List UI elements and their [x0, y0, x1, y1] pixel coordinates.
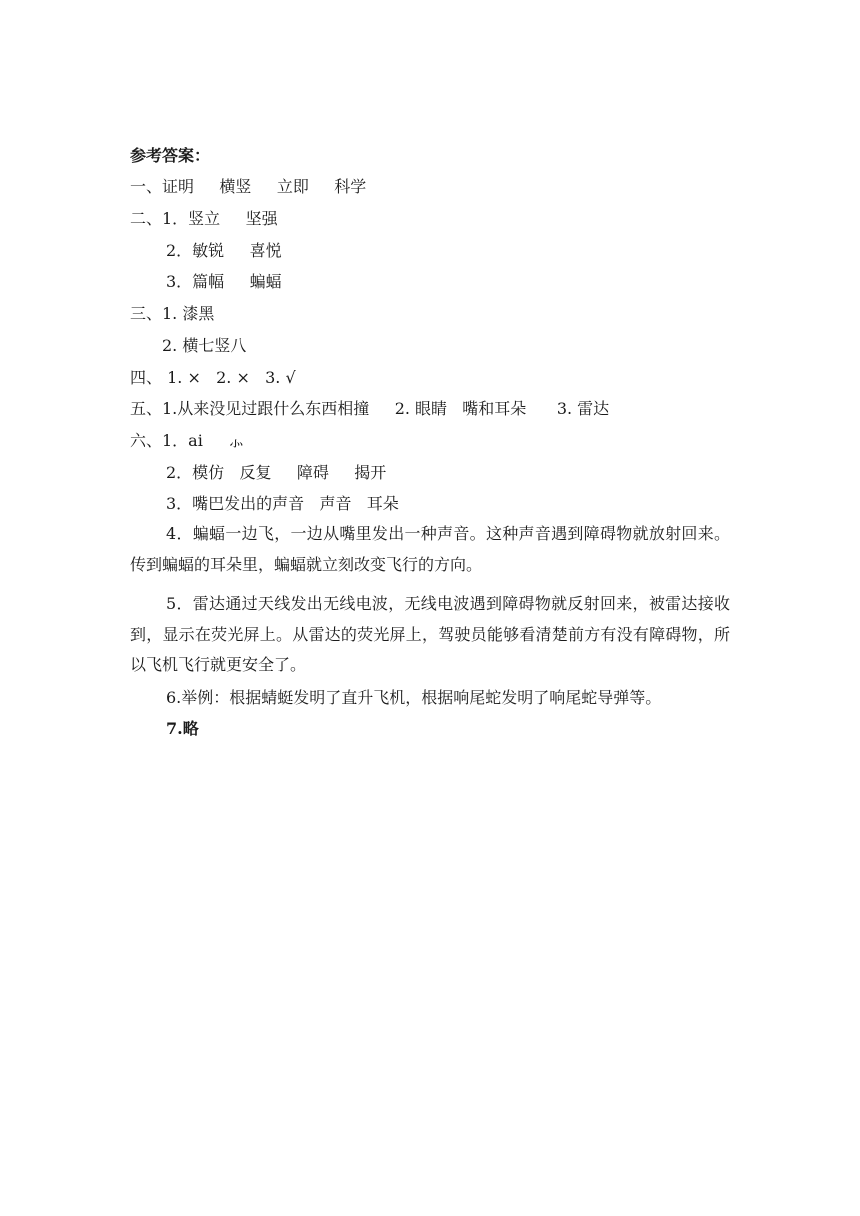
- section-3-item-1: 三、1. 漆黑: [130, 304, 215, 323]
- section-2-item-2: 2．敏锐 喜悦: [166, 241, 282, 260]
- section-6-item-5: 5．雷达通过天线发出无线电波，无线电波遇到障碍物就反射回来，被雷达接收到，显示在荧光屏上。从雷达的荧光屏上，驾驶员能够看清楚前方有没有障碍物，所以飞机飞行就更安全了。: [130, 594, 730, 674]
- section-6-item-7: 7.略: [166, 719, 199, 738]
- section-2-item-1: 二、1．竖立 坚强: [130, 209, 278, 228]
- section-6-item-1: 六、1．ai ⺗: [130, 431, 245, 450]
- section-6-item-3: 3．嘴巴发出的声音 声音 耳朵: [166, 494, 399, 513]
- section-6-item-2: 2．模仿 反复 障碍 揭开: [166, 463, 387, 482]
- section-5-answers: 五、1.从来没见过跟什么东西相撞 2. 眼睛 嘴和耳朵 3. 雷达: [130, 399, 610, 418]
- section-6-item-4: 4．蝙蝠一边飞，一边从嘴里发出一种声音。这种声音遇到障碍物就放射回来。传到蝙蝠的耳朵里，蝙蝠就立刻改变飞行的方向。: [130, 524, 730, 574]
- section-2-item-3: 3．篇幅 蝙蝠: [166, 272, 282, 291]
- section-6-item-6: 6.举例：根据蜻蜓发明了直升飞机，根据响尾蛇发明了响尾蛇导弹等。: [166, 688, 662, 707]
- answer-heading: 参考答案：: [130, 146, 211, 165]
- section-3-item-2: 2. 横七竖八: [162, 336, 247, 355]
- section-4-answers: 四、 1. × 2. × 3. √: [130, 368, 296, 387]
- section-1-answers: 一、证明 横竖 立即 科学: [130, 177, 367, 196]
